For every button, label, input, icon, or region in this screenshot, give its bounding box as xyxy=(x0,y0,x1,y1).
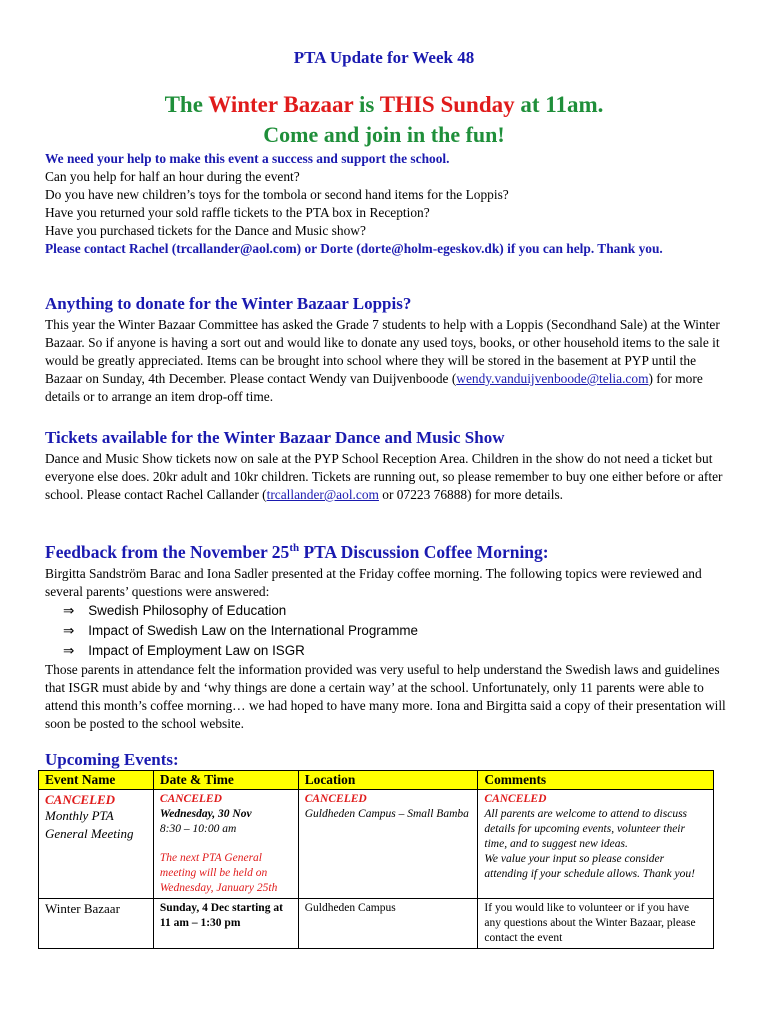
feedback-heading-post: PTA Discussion Coffee Morning: xyxy=(299,542,549,562)
canceled-label: CANCELED xyxy=(304,793,367,805)
tickets-body xyxy=(45,450,735,504)
rachel-email-link[interactable]: trcallander@aol.com xyxy=(266,487,379,502)
event-date: Sunday, 4 Dec starting at 11 am – 1:30 pm xyxy=(153,899,298,949)
next-meeting-note: The next PTA General meeting will be held on Wednesday, January 25th xyxy=(159,852,278,894)
feedback-heading xyxy=(45,542,735,563)
event-name: Winter Bazaar xyxy=(39,899,154,949)
intro-contact: Please contact Rachel (trcallander@aol.com) or Dorte (dorte@holm-egeskov.dk) if you can help. Thank you. xyxy=(45,241,663,256)
intro-line: Do you have new children’s toys for the tombola or second hand items for the Loppis? xyxy=(45,187,509,202)
headline-the: The xyxy=(164,92,209,117)
table-row xyxy=(39,790,714,899)
page-title: PTA Update for Week 48 xyxy=(293,48,475,67)
feedback-heading-pre: Feedback from the November 25 xyxy=(45,542,290,562)
feedback-intro: Birgitta Sandström Barac and Iona Sadler presented at the Friday coffee morning. The following topics were reviewed and several parents’ questions were answered: xyxy=(45,566,702,599)
headline-at: at 11am. xyxy=(514,92,604,117)
table-row xyxy=(39,899,714,949)
canceled-label: CANCELED xyxy=(45,792,116,807)
headline-is: is xyxy=(353,92,380,117)
feedback-topic-list xyxy=(45,601,735,661)
tickets-tail: or 07223 76888) for more details. xyxy=(378,487,564,502)
event-day: Wednesday, 30 Nov xyxy=(159,808,252,820)
loppis-text: This year the Winter Bazaar Committee has asked the Grade 7 students to help with a Loppis (Secondhand Sale) at the Winter Bazaar. So if anyone is having a sort out and would like to donate any used toys, books, or other household items to the sale it would be greatly appreciated. Items can be brought into school where they will be stored in the basement at PYP until the Bazaar on Sunday, 4th December. Please contact Wendy van Duijvenboode ( xyxy=(45,317,720,386)
intro-line: Can you help for half an hour during the event? xyxy=(45,169,300,184)
event-name-cell xyxy=(39,790,154,899)
event-comments-extra: We value your input so please consider attending if your schedule allows. Thank you! xyxy=(484,853,695,880)
tickets-heading: Tickets available for the Winter Bazaar Dance and Music Show xyxy=(45,428,505,447)
feedback-section xyxy=(45,542,735,733)
event-time: 8:30 – 10:00 am xyxy=(159,823,237,835)
comments-cell xyxy=(478,790,714,899)
column-header: Comments xyxy=(478,771,714,790)
tickets-section xyxy=(45,428,735,504)
list-item: ⇒ Swedish Philosophy of Education xyxy=(63,601,735,621)
headline xyxy=(0,92,768,118)
column-header: Event Name xyxy=(39,771,154,790)
column-header: Date & Time xyxy=(153,771,298,790)
loppis-tail: ) for more details or to arrange an item drop-off time. xyxy=(45,371,703,404)
intro-lead: We need your help to make this event a success and support the school. xyxy=(45,151,450,166)
subline: Come and join in the fun! xyxy=(263,122,505,147)
event-comments: All parents are welcome to attend to discuss details for upcoming events, volunteer their time, and to suggest new ideas. xyxy=(484,808,688,850)
headline-this-sunday: THIS Sunday xyxy=(379,92,515,117)
column-header: Location xyxy=(298,771,478,790)
intro-block xyxy=(45,150,735,258)
table-header-row xyxy=(39,771,714,790)
list-item: ⇒ Impact of Employment Law on ISGR xyxy=(63,641,735,661)
list-item: ⇒ Impact of Swedish Law on the International Programme xyxy=(63,621,735,641)
wendy-email-link[interactable]: wendy.vanduijvenboode@telia.com xyxy=(456,371,649,386)
location-cell xyxy=(298,790,478,899)
event-comments: If you would like to volunteer or if you have any questions about the Winter Bazaar, please contact the event xyxy=(478,899,714,949)
event-name: Monthly PTA General Meeting xyxy=(45,808,134,841)
loppis-body xyxy=(45,316,735,406)
canceled-label: CANCELED xyxy=(159,793,222,805)
date-cell xyxy=(153,790,298,899)
event-location: Guldheden Campus – Small Bamba xyxy=(304,808,469,820)
intro-line: Have you purchased tickets for the Dance and Music show? xyxy=(45,223,366,238)
feedback-heading-sup: th xyxy=(289,542,300,555)
headline-winter-bazaar: Winter Bazaar xyxy=(208,92,354,117)
event-location: Guldheden Campus xyxy=(298,899,478,949)
feedback-outro: Those parents in attendance felt the information provided was very useful to help understand the Swedish laws and guidelines that ISGR must abide by and ‘why things are done a certain way’ at the school. Unfortunately, only 11 parents were able to attend this month’s coffee morning… we had hoped to have many more. Iona and Birgitta said a copy of their presentation will soon be posted to the school website. xyxy=(45,662,726,731)
tickets-text: Dance and Music Show tickets now on sale at the PYP School Reception Area. Children in the show do not need a ticket but everyone else does. 20kr adult and 10kr children. Tickets are running out, so please remember to buy one either before or after school. Please contact Rachel Callander ( xyxy=(45,451,723,502)
loppis-section xyxy=(45,294,735,406)
events-heading: Upcoming Events: xyxy=(45,750,179,769)
loppis-heading: Anything to donate for the Winter Bazaar Loppis? xyxy=(45,294,412,313)
intro-line: Have you returned your sold raffle tickets to the PTA box in Reception? xyxy=(45,205,430,220)
canceled-label: CANCELED xyxy=(484,793,547,805)
events-table xyxy=(38,770,714,949)
